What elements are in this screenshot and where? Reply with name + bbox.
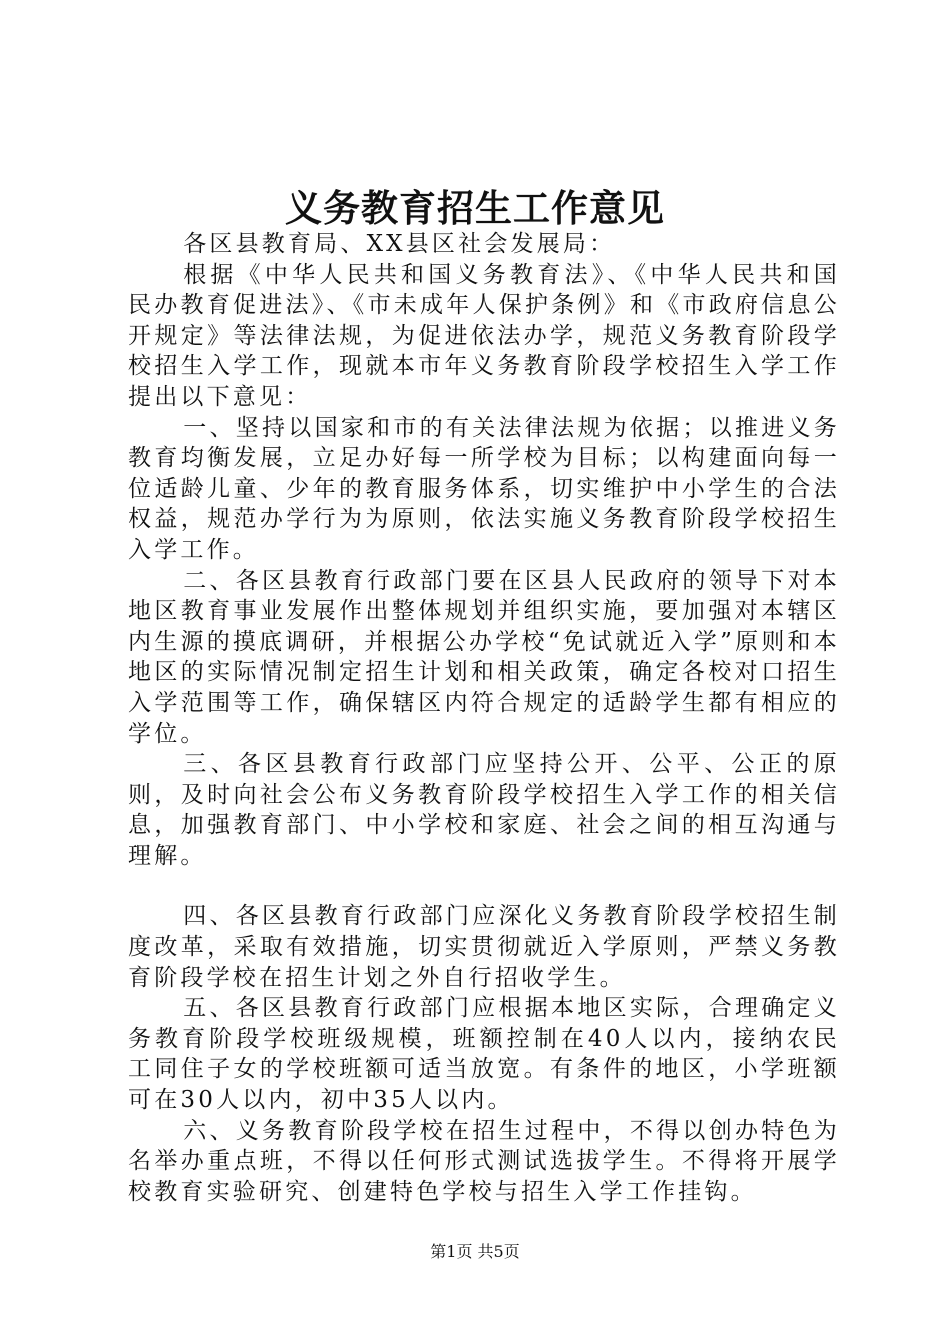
paragraph-3: 三、各区县教育行政部门应坚持公开、公平、公正的原则，及时向社会公布义务教育阶段学校招生入学工作的相关信息，加强教育部门、中小学校和家庭、社会之间的相互沟通与理解。 (128, 751, 840, 869)
paragraph-6: 六、义务教育阶段学校在招生过程中，不得以创办特色为名举办重点班，不得以任何形式测试选拔学生。不得将开展学校教育实验研究、创建特色学校与招生入学工作挂钩。 (128, 1117, 840, 1205)
paragraph-4: 四、各区县教育行政部门应深化义务教育阶段学校招生制度改革，采取有效措施，切实贯彻就近入学原则，严禁义务教育阶段学校在招生计划之外自行招收学生。 (128, 903, 840, 991)
page-footer: 第1页 共5页 (430, 1242, 520, 1261)
document-body (128, 229, 840, 1207)
paragraph-5: 五、各区县教育行政部门应根据本地区实际，合理确定义务教育阶段学校班级规模，班额控制在40人以内，接纳农民工同住子女的学校班额可适当放宽。有条件的地区，小学班额可在30人以内，初中35人以内。 (128, 995, 840, 1114)
document-title: 义务教育招生工作意见 (285, 186, 665, 230)
salutation: 各区县教育局、XX县区社会发展局： (183, 231, 616, 257)
paragraph-1: 一、坚持以国家和市的有关法律法规为依据；以推进义务教育均衡发展，立足办好每一所学校为目标；以构建面向每一位适龄儿童、少年的教育服务体系，切实维护中小学生的合法权益，规范办学行为为原则，依法实施义务教育阶段学校招生入学工作。 (128, 414, 840, 563)
paragraph-2: 二、各区县教育行政部门要在区县人民政府的领导下对本地区教育事业发展作出整体规划并组织实施，要加强对本辖区内生源的摸底调研，并根据公办学校“免试就近入学”原则和本地区的实际情况制定招生计划和相关政策，确定各校对口招生入学范围等工作，确保辖区内符合规定的适龄学生都有相应的学位。 (128, 567, 840, 747)
paragraph-intro: 根据《中华人民共和国义务教育法》、《中华人民共和国民办教育促进法》、《市未成年人保护条例》和《市政府信息公开规定》等法律法规，为促进依法办学，规范义务教育阶段学校招生入学工作，现就本市年义务教育阶段学校招生入学工作提出以下意见： (128, 261, 840, 410)
